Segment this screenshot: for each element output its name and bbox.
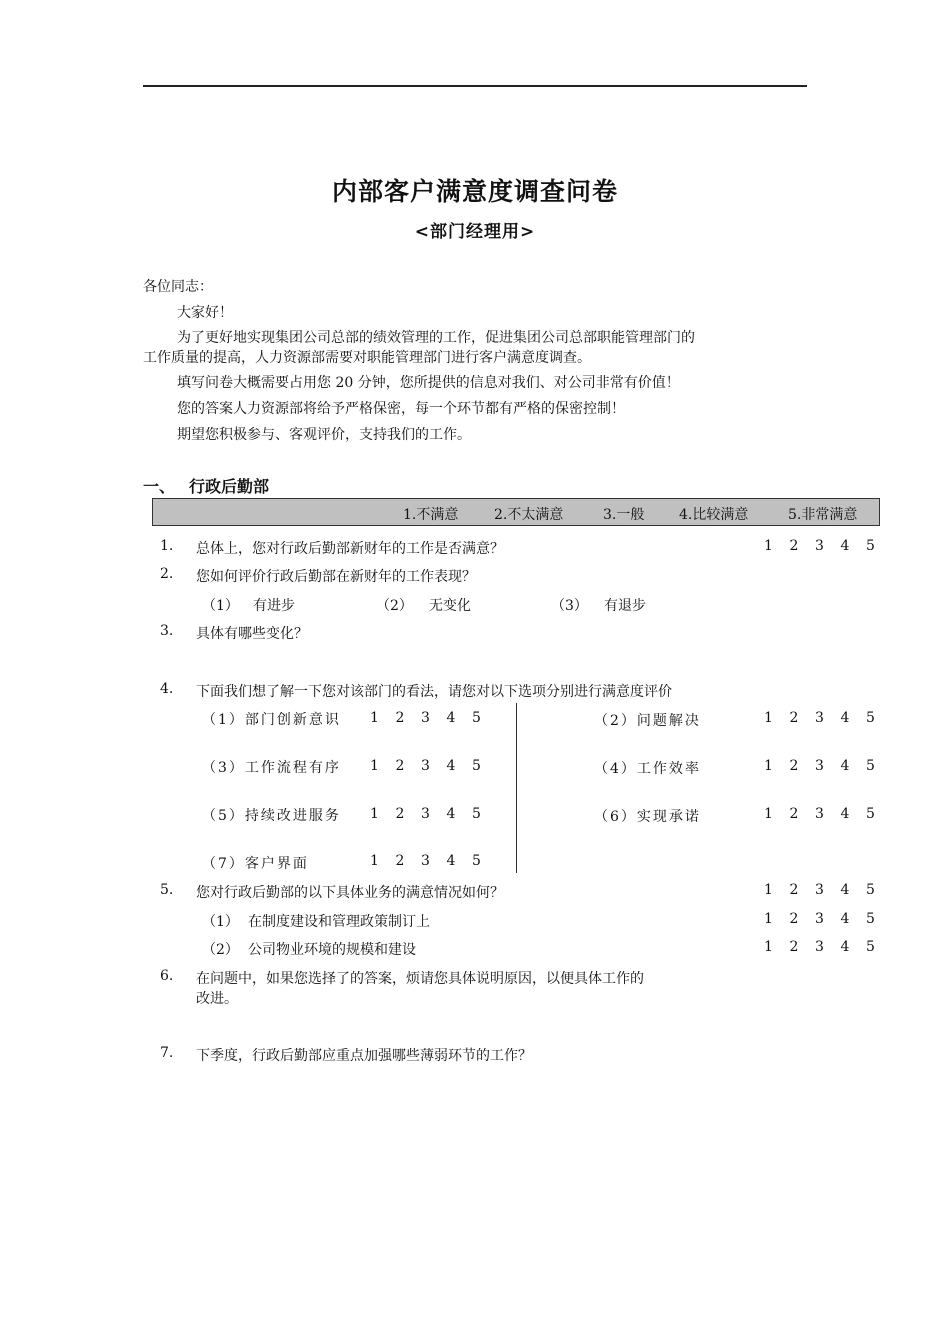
section-title: 行政后勤部 bbox=[189, 477, 270, 496]
greeting: 各位同志： bbox=[143, 279, 213, 295]
rating-option-1[interactable]: 1 bbox=[764, 710, 773, 726]
rating-option-1[interactable]: 1 bbox=[370, 710, 379, 726]
rating-option-4[interactable]: 4 bbox=[840, 882, 850, 898]
rating-option-5[interactable]: 5 bbox=[866, 758, 875, 774]
rating-option-1[interactable]: 1 bbox=[764, 538, 773, 554]
question-5-text: 您对行政后勤部的以下具体业务的满意情况如何？ bbox=[196, 885, 504, 901]
rating-option-5[interactable]: 5 bbox=[866, 939, 875, 955]
rating-option-5[interactable]: 5 bbox=[472, 806, 481, 822]
header-rule bbox=[143, 85, 807, 87]
q4-item-4-rating[interactable] bbox=[764, 758, 892, 774]
rating-option-5[interactable]: 5 bbox=[866, 710, 875, 726]
scale-label-2: 2.不太满意 bbox=[494, 507, 564, 523]
scale-label-5: 5.非常满意 bbox=[788, 507, 858, 523]
q4-item-3-rating[interactable] bbox=[370, 758, 498, 774]
scale-label-4: 4.比较满意 bbox=[679, 507, 749, 523]
rating-option-4[interactable]: 4 bbox=[840, 911, 850, 927]
rating-option-2[interactable]: 2 bbox=[789, 939, 799, 955]
question-1-number: 1. bbox=[160, 538, 174, 554]
rating-option-3[interactable]: 3 bbox=[815, 882, 824, 898]
rating-option-3[interactable]: 3 bbox=[815, 710, 824, 726]
question-4-text: 下面我们想了解一下您对该部门的看法，请您对以下选项分别进行满意度评价 bbox=[196, 684, 672, 700]
rating-option-4[interactable]: 4 bbox=[446, 853, 456, 869]
rating-option-3[interactable]: 3 bbox=[815, 939, 824, 955]
q5-item-2-label: （2） bbox=[202, 942, 239, 958]
rating-option-3[interactable]: 3 bbox=[421, 806, 430, 822]
question-6-text-line-1: 在问题中，如果您选择了的答案，烦请您具体说明原因，以便具体工作的 bbox=[196, 971, 644, 987]
rating-option-1[interactable]: 1 bbox=[370, 853, 379, 869]
question-2-option-2-label[interactable]: （2） bbox=[376, 598, 413, 614]
intro-paragraph-1a: 为了更好地实现集团公司总部的绩效管理的工作，促进集团公司总部职能管理部门的 bbox=[177, 330, 695, 346]
intro-paragraph-2: 填写问卷大概需要占用您 20 分钟，您所提供的信息对我们、对公司非常有价值！ bbox=[177, 375, 680, 391]
rating-option-2[interactable]: 2 bbox=[789, 882, 799, 898]
question-2-option-1-text[interactable]: 有进步 bbox=[253, 598, 295, 614]
rating-option-3[interactable]: 3 bbox=[421, 710, 430, 726]
question-5-rating[interactable] bbox=[764, 882, 892, 898]
q4-item-4: （4）工作效率 bbox=[594, 761, 701, 777]
page-subtitle: <部门经理用> bbox=[414, 222, 536, 242]
q5-item-2-rating[interactable] bbox=[764, 939, 892, 955]
question-2-option-3-text[interactable]: 有退步 bbox=[604, 598, 646, 614]
rating-option-2[interactable]: 2 bbox=[789, 806, 799, 822]
rating-option-5[interactable]: 5 bbox=[866, 806, 875, 822]
q4-item-1: （1）部门创新意识 bbox=[202, 712, 341, 728]
q4-item-5: （5）持续改进服务 bbox=[202, 808, 341, 824]
rating-option-2[interactable]: 2 bbox=[789, 758, 799, 774]
q4-item-3: （3）工作流程有序 bbox=[202, 760, 341, 776]
q4-item-1-rating[interactable] bbox=[370, 710, 498, 726]
rating-option-1[interactable]: 1 bbox=[370, 758, 379, 774]
rating-option-3[interactable]: 3 bbox=[421, 853, 430, 869]
rating-option-5[interactable]: 5 bbox=[472, 758, 481, 774]
q4-item-6-rating[interactable] bbox=[764, 806, 892, 822]
rating-option-5[interactable]: 5 bbox=[866, 882, 875, 898]
rating-option-4[interactable]: 4 bbox=[840, 538, 850, 554]
rating-option-2[interactable]: 2 bbox=[789, 710, 799, 726]
rating-option-5[interactable]: 5 bbox=[472, 710, 481, 726]
rating-option-5[interactable]: 5 bbox=[866, 911, 875, 927]
question-5-number: 5. bbox=[160, 882, 174, 898]
rating-option-4[interactable]: 4 bbox=[446, 806, 456, 822]
question-7-text: 下季度，行政后勤部应重点加强哪些薄弱环节的工作？ bbox=[196, 1048, 532, 1064]
question-2-option-1-label[interactable]: （1） bbox=[202, 598, 239, 614]
rating-option-1[interactable]: 1 bbox=[764, 758, 773, 774]
rating-option-4[interactable]: 4 bbox=[840, 939, 850, 955]
q4-item-2: （2）问题解决 bbox=[594, 713, 701, 729]
rating-option-3[interactable]: 3 bbox=[421, 758, 430, 774]
question-6-text-line-2: 改进。 bbox=[196, 991, 238, 1007]
q4-item-7-rating[interactable] bbox=[370, 853, 498, 869]
rating-option-1[interactable]: 1 bbox=[370, 806, 379, 822]
q4-item-2-rating[interactable] bbox=[764, 710, 892, 726]
question-2-text: 您如何评价行政后勤部在新财年的工作表现？ bbox=[196, 569, 476, 585]
question-3-text: 具体有哪些变化？ bbox=[196, 626, 308, 642]
rating-option-1[interactable]: 1 bbox=[764, 911, 773, 927]
rating-option-3[interactable]: 3 bbox=[815, 758, 824, 774]
rating-option-3[interactable]: 3 bbox=[815, 538, 824, 554]
rating-option-5[interactable]: 5 bbox=[866, 538, 875, 554]
rating-option-2[interactable]: 2 bbox=[789, 538, 799, 554]
rating-option-2[interactable]: 2 bbox=[789, 911, 799, 927]
scale-label-3: 3.一般 bbox=[603, 507, 645, 523]
q5-item-1-label: （1） bbox=[202, 914, 239, 930]
rating-option-4[interactable]: 4 bbox=[446, 758, 456, 774]
question-2-number: 2. bbox=[160, 566, 174, 582]
rating-option-4[interactable]: 4 bbox=[840, 806, 850, 822]
question-1-text: 总体上，您对行政后勤部新财年的工作是否满意？ bbox=[196, 541, 504, 557]
question-3-number: 3. bbox=[160, 623, 174, 639]
q5-item-1-rating[interactable] bbox=[764, 911, 892, 927]
hello-line: 大家好！ bbox=[177, 305, 233, 321]
question-4-number: 4. bbox=[160, 681, 174, 697]
question-2-option-3-label[interactable]: （3） bbox=[551, 598, 588, 614]
scale-label-1: 1.不满意 bbox=[403, 507, 459, 523]
rating-option-4[interactable]: 4 bbox=[840, 710, 850, 726]
question-1-rating[interactable] bbox=[764, 538, 892, 554]
rating-option-1[interactable]: 1 bbox=[764, 806, 773, 822]
rating-scale-legend bbox=[152, 498, 880, 526]
question-7-number: 7. bbox=[160, 1045, 174, 1061]
q4-item-7: （7）客户界面 bbox=[202, 856, 309, 872]
intro-paragraph-1b: 工作质量的提高，人力资源部需要对职能管理部门进行客户满意度调查。 bbox=[143, 350, 591, 366]
section-heading bbox=[143, 474, 269, 497]
rating-option-1[interactable]: 1 bbox=[764, 939, 773, 955]
rating-option-2[interactable]: 2 bbox=[395, 853, 405, 869]
rating-option-1[interactable]: 1 bbox=[764, 882, 773, 898]
intro-paragraph-3: 您的答案人力资源部将给予严格保密，每一个环节都有严格的保密控制！ bbox=[177, 401, 625, 417]
rating-option-2[interactable]: 2 bbox=[395, 710, 405, 726]
rating-option-4[interactable]: 4 bbox=[446, 710, 456, 726]
rating-option-5[interactable]: 5 bbox=[472, 853, 481, 869]
rating-option-4[interactable]: 4 bbox=[840, 758, 850, 774]
q5-item-2-text: 公司物业环境的规模和建设 bbox=[248, 942, 416, 958]
page-title: 内部客户满意度调查问卷 bbox=[331, 177, 618, 206]
rating-option-3[interactable]: 3 bbox=[815, 911, 824, 927]
question-2-option-2-text[interactable]: 无变化 bbox=[429, 598, 471, 614]
rating-option-2[interactable]: 2 bbox=[395, 758, 405, 774]
question-6-number: 6. bbox=[160, 968, 174, 984]
rating-option-2[interactable]: 2 bbox=[395, 806, 405, 822]
intro-paragraph-4: 期望您积极参与、客观评价，支持我们的工作。 bbox=[177, 427, 471, 443]
section-number: 一、 bbox=[143, 477, 176, 496]
column-divider bbox=[516, 703, 517, 873]
q4-item-5-rating[interactable] bbox=[370, 806, 498, 822]
q5-item-1-text: 在制度建设和管理政策制订上 bbox=[248, 914, 430, 930]
q4-item-6: （6）实现承诺 bbox=[594, 809, 701, 825]
rating-option-3[interactable]: 3 bbox=[815, 806, 824, 822]
